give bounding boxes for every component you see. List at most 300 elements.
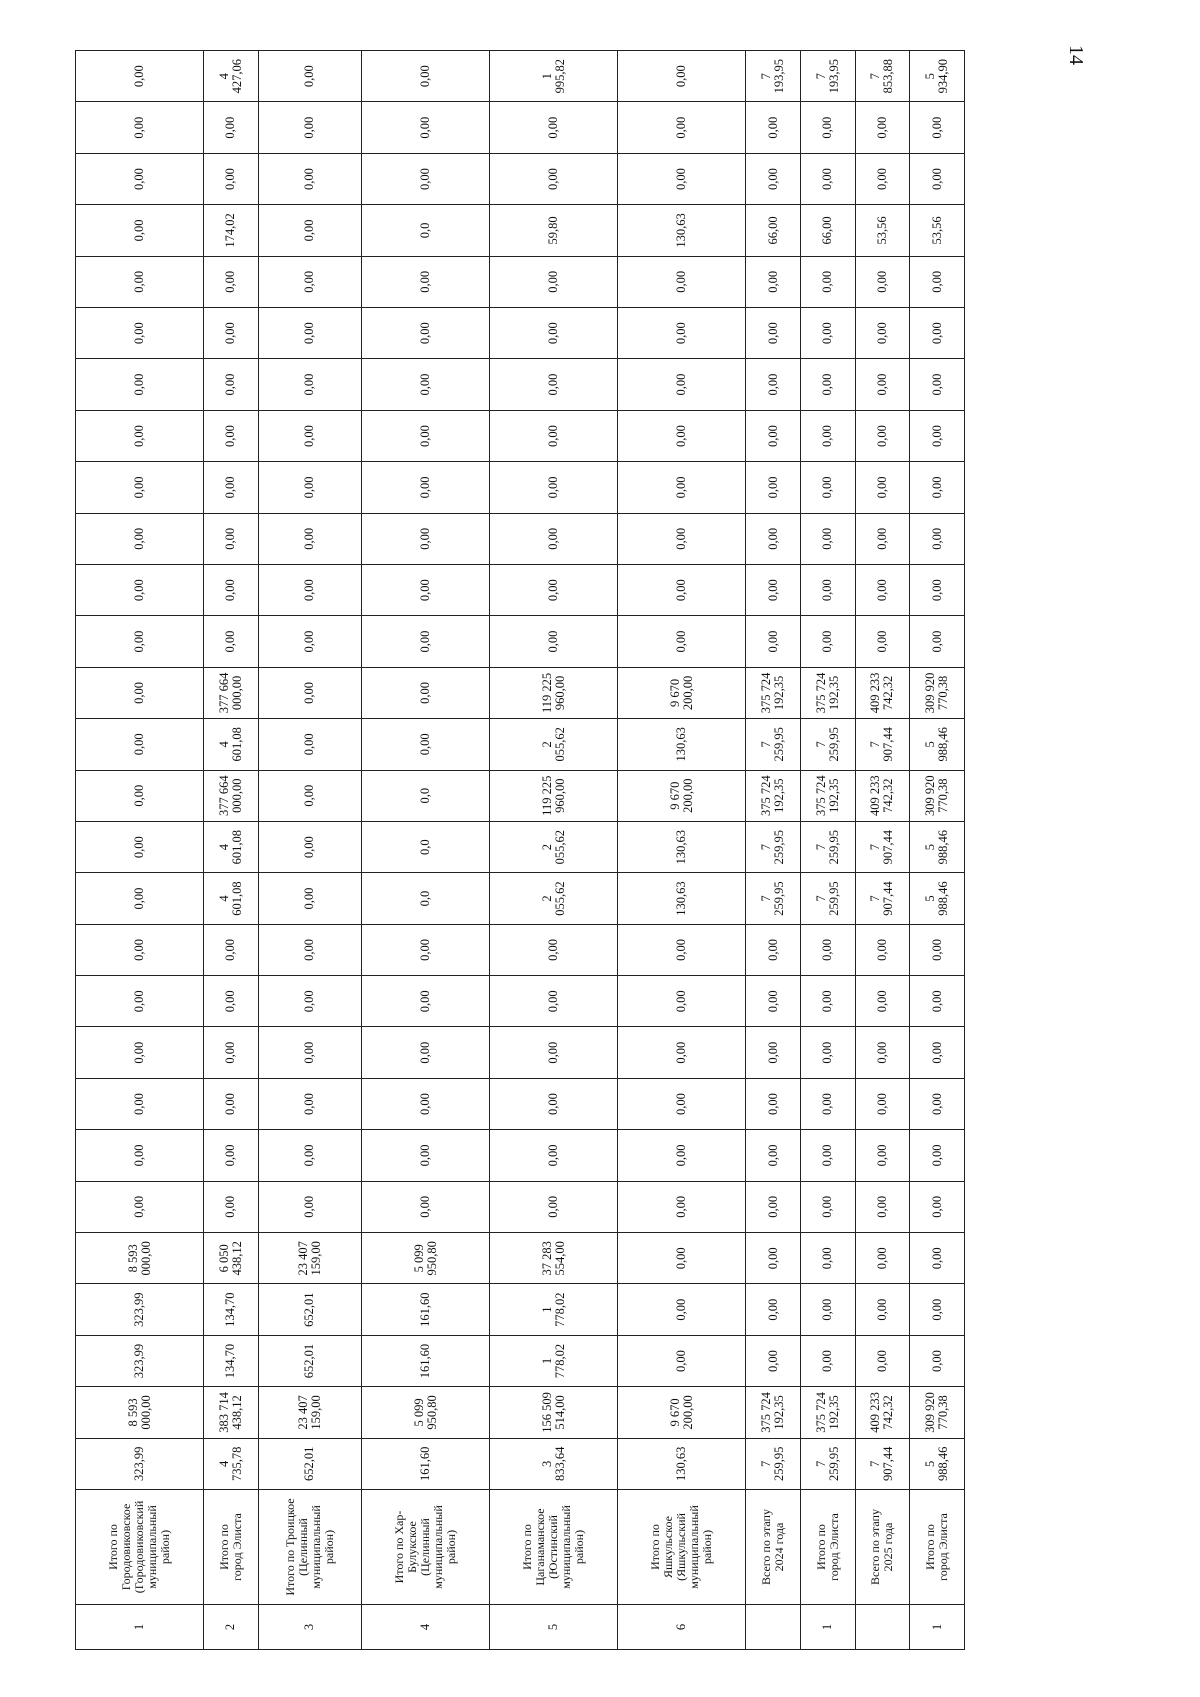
row-number-cell: 2 <box>204 1605 259 1650</box>
value-cell: 174,02 <box>204 205 259 256</box>
value-cell: 3 833,64 <box>490 1438 618 1489</box>
value-cell: 0,00 <box>490 924 618 975</box>
value-cell: 0,00 <box>76 1078 204 1129</box>
value-cell: 0,00 <box>801 1335 856 1386</box>
value-cell: 0,00 <box>490 616 618 667</box>
value-cell: 0,00 <box>204 1181 259 1232</box>
value-cell: 0,00 <box>258 873 362 924</box>
value-cell: 23 407 159,00 <box>258 1387 362 1438</box>
value-cell: 0,00 <box>76 719 204 770</box>
row-name-cell: Всего по этапу 2024 года <box>746 1490 801 1605</box>
value-cell: 130,63 <box>618 205 746 256</box>
value-cell: 4 601,08 <box>204 873 259 924</box>
value-cell: 0,00 <box>746 976 801 1027</box>
value-cell: 7 259,95 <box>801 1438 856 1489</box>
value-cell: 0,00 <box>910 256 965 307</box>
value-cell: 323,99 <box>76 1284 204 1335</box>
value-cell: 0,00 <box>76 976 204 1027</box>
value-cell: 375 724 192,35 <box>746 1387 801 1438</box>
value-cell: 7 259,95 <box>746 719 801 770</box>
table-body <box>76 51 965 1650</box>
value-cell: 134,70 <box>204 1335 259 1386</box>
value-cell: 0,00 <box>76 616 204 667</box>
row-name-cell: Итого по Цаганаманское (Юстинский муниципальный район) <box>490 1490 618 1605</box>
value-cell: 7 259,95 <box>801 821 856 872</box>
value-cell: 0,00 <box>855 410 910 461</box>
value-cell: 0,00 <box>490 153 618 204</box>
value-cell: 0,00 <box>258 667 362 718</box>
value-cell: 0,00 <box>490 513 618 564</box>
value-cell: 0,00 <box>204 153 259 204</box>
value-cell: 0,00 <box>490 564 618 615</box>
value-cell: 5 988,46 <box>910 873 965 924</box>
value-cell: 0,00 <box>618 153 746 204</box>
value-cell: 0,00 <box>801 1130 856 1181</box>
value-cell: 0,00 <box>855 308 910 359</box>
table-row <box>490 51 618 1650</box>
value-cell: 134,70 <box>204 1284 259 1335</box>
value-cell: 0,00 <box>801 924 856 975</box>
value-cell: 0,00 <box>204 924 259 975</box>
value-cell: 0,00 <box>490 256 618 307</box>
row-name-cell: Итого по Троицкое (Целинный муниципальный район) <box>258 1490 362 1605</box>
value-cell: 7 259,95 <box>746 873 801 924</box>
value-cell: 0,00 <box>204 616 259 667</box>
value-cell: 0,00 <box>910 1233 965 1284</box>
value-cell: 0,00 <box>76 770 204 821</box>
value-cell: 0,00 <box>490 462 618 513</box>
value-cell: 0,00 <box>362 719 490 770</box>
value-cell: 0,00 <box>910 976 965 1027</box>
value-cell: 6 050 438,12 <box>204 1233 259 1284</box>
value-cell: 1 995,82 <box>490 51 618 102</box>
value-cell: 7 853,88 <box>855 51 910 102</box>
table-row <box>855 51 910 1650</box>
value-cell: 0,00 <box>362 410 490 461</box>
value-cell: 0,00 <box>76 513 204 564</box>
value-cell: 0,00 <box>746 1233 801 1284</box>
value-cell: 0,00 <box>204 1130 259 1181</box>
row-number-cell: 5 <box>490 1605 618 1650</box>
value-cell: 0,00 <box>204 410 259 461</box>
value-cell: 0,0 <box>362 873 490 924</box>
value-cell: 0,00 <box>618 102 746 153</box>
value-cell: 652,01 <box>258 1335 362 1386</box>
value-cell: 7 907,44 <box>855 821 910 872</box>
value-cell: 0,00 <box>855 1335 910 1386</box>
value-cell: 7 259,95 <box>801 873 856 924</box>
value-cell: 0,00 <box>855 1130 910 1181</box>
value-cell: 37 283 554,00 <box>490 1233 618 1284</box>
value-cell: 0,00 <box>618 1027 746 1078</box>
value-cell: 0,00 <box>258 1027 362 1078</box>
value-cell: 0,00 <box>258 1130 362 1181</box>
value-cell: 4 735,78 <box>204 1438 259 1489</box>
value-cell: 0,00 <box>910 359 965 410</box>
row-name-cell: Итого по Городовиковское (Городовиковский муниципальный район) <box>76 1490 204 1605</box>
value-cell: 0,00 <box>855 359 910 410</box>
value-cell: 9 670 200,00 <box>618 770 746 821</box>
value-cell: 0,00 <box>204 513 259 564</box>
value-cell: 0,00 <box>258 821 362 872</box>
value-cell: 0,00 <box>204 976 259 1027</box>
value-cell: 5 099 950,80 <box>362 1387 490 1438</box>
value-cell: 0,00 <box>618 1181 746 1232</box>
value-cell: 0,00 <box>258 256 362 307</box>
value-cell: 375 724 192,35 <box>801 770 856 821</box>
page-number: 14 <box>1065 45 1087 65</box>
row-number-cell: 3 <box>258 1605 362 1650</box>
value-cell: 0,00 <box>258 205 362 256</box>
row-number-cell: 1 <box>801 1605 856 1650</box>
value-cell: 7 259,95 <box>746 821 801 872</box>
value-cell: 0,00 <box>76 924 204 975</box>
row-name-cell: Итого по город Элиста <box>204 1490 259 1605</box>
value-cell: 130,63 <box>618 1438 746 1489</box>
value-cell: 0,00 <box>855 1078 910 1129</box>
value-cell: 0,00 <box>801 256 856 307</box>
value-cell: 0,00 <box>910 462 965 513</box>
value-cell: 0,00 <box>490 410 618 461</box>
budget-table <box>75 50 965 1650</box>
value-cell: 0,00 <box>204 359 259 410</box>
value-cell: 409 233 742,32 <box>855 770 910 821</box>
value-cell: 0,00 <box>362 359 490 410</box>
value-cell: 323,99 <box>76 1335 204 1386</box>
value-cell: 0,00 <box>618 1130 746 1181</box>
value-cell: 7 259,95 <box>801 719 856 770</box>
value-cell: 0,00 <box>801 308 856 359</box>
value-cell: 0,00 <box>362 513 490 564</box>
value-cell: 0,0 <box>362 205 490 256</box>
value-cell: 0,00 <box>910 1130 965 1181</box>
value-cell: 0,00 <box>258 616 362 667</box>
value-cell: 59,80 <box>490 205 618 256</box>
value-cell: 0,00 <box>618 976 746 1027</box>
value-cell: 53,56 <box>910 205 965 256</box>
value-cell: 0,00 <box>76 1130 204 1181</box>
row-number-cell: 6 <box>618 1605 746 1650</box>
value-cell: 375 724 192,35 <box>801 1387 856 1438</box>
value-cell: 0,00 <box>490 1027 618 1078</box>
value-cell: 0,00 <box>618 1233 746 1284</box>
value-cell: 7 193,95 <box>801 51 856 102</box>
value-cell: 5 988,46 <box>910 821 965 872</box>
row-number-cell: 1 <box>910 1605 965 1650</box>
value-cell: 0,00 <box>76 821 204 872</box>
row-number-cell <box>855 1605 910 1650</box>
value-cell: 0,00 <box>746 564 801 615</box>
value-cell: 4 601,08 <box>204 821 259 872</box>
value-cell: 0,00 <box>490 976 618 1027</box>
value-cell: 7 907,44 <box>855 873 910 924</box>
value-cell: 0,00 <box>490 1181 618 1232</box>
value-cell: 0,00 <box>910 1027 965 1078</box>
value-cell: 2 055,62 <box>490 873 618 924</box>
value-cell: 119 225 960,00 <box>490 770 618 821</box>
value-cell: 0,00 <box>855 976 910 1027</box>
value-cell: 0,00 <box>204 1027 259 1078</box>
value-cell: 0,00 <box>746 308 801 359</box>
table-row <box>618 51 746 1650</box>
value-cell: 0,00 <box>855 1027 910 1078</box>
value-cell: 0,00 <box>490 102 618 153</box>
value-cell: 0,00 <box>801 1233 856 1284</box>
value-cell: 0,00 <box>76 1181 204 1232</box>
value-cell: 0,00 <box>618 359 746 410</box>
value-cell: 53,56 <box>855 205 910 256</box>
value-cell: 0,00 <box>746 924 801 975</box>
value-cell: 0,00 <box>618 564 746 615</box>
value-cell: 0,00 <box>362 102 490 153</box>
value-cell: 0,00 <box>618 51 746 102</box>
value-cell: 2 055,62 <box>490 719 618 770</box>
value-cell: 0,00 <box>76 205 204 256</box>
value-cell: 0,00 <box>362 564 490 615</box>
value-cell: 0,00 <box>855 462 910 513</box>
table-row <box>204 51 259 1650</box>
value-cell: 0,00 <box>746 256 801 307</box>
value-cell: 409 233 742,32 <box>855 1387 910 1438</box>
value-cell: 0,00 <box>76 873 204 924</box>
value-cell: 377 664 000,00 <box>204 770 259 821</box>
table-row <box>746 51 801 1650</box>
table-row <box>910 51 965 1650</box>
value-cell: 0,00 <box>258 51 362 102</box>
value-cell: 0,00 <box>362 976 490 1027</box>
value-cell: 5 934,90 <box>910 51 965 102</box>
value-cell: 0,00 <box>362 1078 490 1129</box>
value-cell: 0,00 <box>490 359 618 410</box>
value-cell: 0,00 <box>76 102 204 153</box>
value-cell: 161,60 <box>362 1438 490 1489</box>
value-cell: 0,00 <box>258 308 362 359</box>
value-cell: 375 724 192,35 <box>746 770 801 821</box>
value-cell: 377 664 000,00 <box>204 667 259 718</box>
row-name-cell: Итого по Яшкульское (Яшкульский муниципальный район) <box>618 1490 746 1605</box>
value-cell: 0,0 <box>362 770 490 821</box>
table-row <box>258 51 362 1650</box>
value-cell: 0,00 <box>910 616 965 667</box>
value-cell: 0,00 <box>910 1181 965 1232</box>
value-cell: 0,00 <box>362 1130 490 1181</box>
value-cell: 0,00 <box>855 102 910 153</box>
value-cell: 0,00 <box>204 308 259 359</box>
value-cell: 2 055,62 <box>490 821 618 872</box>
value-cell: 0,00 <box>258 410 362 461</box>
value-cell: 0,00 <box>855 1284 910 1335</box>
value-cell: 0,00 <box>204 462 259 513</box>
value-cell: 0,00 <box>746 616 801 667</box>
row-name-cell: Итого по Хар-Булукское (Целинный муниципальный район) <box>362 1490 490 1605</box>
value-cell: 0,0 <box>362 821 490 872</box>
value-cell: 383 714 438,12 <box>204 1387 259 1438</box>
value-cell: 0,00 <box>204 564 259 615</box>
value-cell: 375 724 192,35 <box>801 667 856 718</box>
value-cell: 0,00 <box>258 924 362 975</box>
value-cell: 0,00 <box>801 1078 856 1129</box>
value-cell: 0,00 <box>618 256 746 307</box>
value-cell: 0,00 <box>910 513 965 564</box>
value-cell: 0,00 <box>855 256 910 307</box>
value-cell: 0,00 <box>258 976 362 1027</box>
value-cell: 0,00 <box>910 1335 965 1386</box>
value-cell: 0,00 <box>618 1078 746 1129</box>
value-cell: 0,00 <box>76 308 204 359</box>
value-cell: 0,00 <box>490 308 618 359</box>
value-cell: 0,00 <box>801 1284 856 1335</box>
value-cell: 0,00 <box>801 1181 856 1232</box>
value-cell: 0,00 <box>746 359 801 410</box>
value-cell: 0,00 <box>258 1078 362 1129</box>
table-row <box>76 51 204 1650</box>
value-cell: 0,00 <box>618 1284 746 1335</box>
value-cell: 0,00 <box>855 616 910 667</box>
value-cell: 0,00 <box>746 1027 801 1078</box>
value-cell: 0,00 <box>618 616 746 667</box>
row-number-cell: 1 <box>76 1605 204 1650</box>
value-cell: 0,00 <box>204 256 259 307</box>
value-cell: 0,00 <box>746 153 801 204</box>
value-cell: 0,00 <box>801 153 856 204</box>
value-cell: 7 907,44 <box>855 1438 910 1489</box>
value-cell: 0,00 <box>76 153 204 204</box>
value-cell: 66,00 <box>801 205 856 256</box>
value-cell: 0,00 <box>855 513 910 564</box>
value-cell: 66,00 <box>746 205 801 256</box>
value-cell: 0,00 <box>76 359 204 410</box>
value-cell: 156 509 514,00 <box>490 1387 618 1438</box>
value-cell: 0,00 <box>362 1027 490 1078</box>
value-cell: 130,63 <box>618 873 746 924</box>
value-cell: 0,00 <box>258 770 362 821</box>
value-cell: 4 427,06 <box>204 51 259 102</box>
value-cell: 409 233 742,32 <box>855 667 910 718</box>
row-number-cell <box>746 1605 801 1650</box>
value-cell: 0,00 <box>801 410 856 461</box>
value-cell: 130,63 <box>618 719 746 770</box>
value-cell: 0,00 <box>618 1335 746 1386</box>
value-cell: 0,00 <box>910 564 965 615</box>
value-cell: 309 920 770,38 <box>910 770 965 821</box>
value-cell: 309 920 770,38 <box>910 1387 965 1438</box>
value-cell: 0,00 <box>76 51 204 102</box>
value-cell: 0,00 <box>855 153 910 204</box>
value-cell: 0,00 <box>258 1181 362 1232</box>
value-cell: 0,00 <box>76 564 204 615</box>
value-cell: 0,00 <box>855 924 910 975</box>
value-cell: 0,00 <box>258 102 362 153</box>
value-cell: 0,00 <box>618 924 746 975</box>
value-cell: 0,00 <box>362 256 490 307</box>
value-cell: 0,00 <box>746 102 801 153</box>
value-cell: 0,00 <box>910 410 965 461</box>
value-cell: 652,01 <box>258 1438 362 1489</box>
value-cell: 1 778,02 <box>490 1284 618 1335</box>
value-cell: 0,00 <box>801 564 856 615</box>
value-cell: 0,00 <box>76 462 204 513</box>
value-cell: 0,00 <box>490 1130 618 1181</box>
row-name-cell: Итого по город Элиста <box>801 1490 856 1605</box>
value-cell: 0,00 <box>362 616 490 667</box>
value-cell: 0,00 <box>618 513 746 564</box>
value-cell: 0,00 <box>362 1181 490 1232</box>
value-cell: 0,00 <box>910 308 965 359</box>
row-name-cell: Всего по этапу 2025 года <box>855 1490 910 1605</box>
value-cell: 1 778,02 <box>490 1335 618 1386</box>
value-cell: 0,00 <box>746 1181 801 1232</box>
value-cell: 23 407 159,00 <box>258 1233 362 1284</box>
value-cell: 0,00 <box>76 667 204 718</box>
value-cell: 0,00 <box>76 410 204 461</box>
value-cell: 0,00 <box>618 308 746 359</box>
value-cell: 0,00 <box>258 462 362 513</box>
value-cell: 119 225 960,00 <box>490 667 618 718</box>
value-cell: 0,00 <box>746 1078 801 1129</box>
value-cell: 0,00 <box>362 308 490 359</box>
value-cell: 0,00 <box>362 51 490 102</box>
value-cell: 0,00 <box>618 410 746 461</box>
value-cell: 0,00 <box>746 1335 801 1386</box>
value-cell: 0,00 <box>618 462 746 513</box>
value-cell: 0,00 <box>801 513 856 564</box>
value-cell: 4 601,08 <box>204 719 259 770</box>
value-cell: 0,00 <box>855 1233 910 1284</box>
value-cell: 7 193,95 <box>746 51 801 102</box>
value-cell: 0,00 <box>258 513 362 564</box>
value-cell: 0,00 <box>746 1130 801 1181</box>
value-cell: 0,00 <box>362 924 490 975</box>
value-cell: 0,00 <box>362 462 490 513</box>
value-cell: 0,00 <box>801 616 856 667</box>
value-cell: 0,00 <box>746 513 801 564</box>
value-cell: 8 593 000,00 <box>76 1233 204 1284</box>
value-cell: 9 670 200,00 <box>618 667 746 718</box>
value-cell: 7 907,44 <box>855 719 910 770</box>
value-cell: 0,00 <box>855 1181 910 1232</box>
value-cell: 0,00 <box>204 1078 259 1129</box>
value-cell: 0,00 <box>258 564 362 615</box>
value-cell: 0,00 <box>76 256 204 307</box>
value-cell: 0,00 <box>855 564 910 615</box>
value-cell: 5 099 950,80 <box>362 1233 490 1284</box>
value-cell: 0,00 <box>746 1284 801 1335</box>
value-cell: 0,00 <box>910 924 965 975</box>
value-cell: 5 988,46 <box>910 1438 965 1489</box>
value-cell: 375 724 192,35 <box>746 667 801 718</box>
value-cell: 161,60 <box>362 1335 490 1386</box>
value-cell: 0,00 <box>258 153 362 204</box>
value-cell: 0,00 <box>910 1284 965 1335</box>
value-cell: 7 259,95 <box>746 1438 801 1489</box>
value-cell: 0,00 <box>76 1027 204 1078</box>
value-cell: 0,00 <box>362 667 490 718</box>
value-cell: 0,00 <box>801 462 856 513</box>
value-cell: 0,00 <box>910 153 965 204</box>
value-cell: 130,63 <box>618 821 746 872</box>
rotated-table-container <box>75 50 965 1650</box>
value-cell: 0,00 <box>801 976 856 1027</box>
value-cell: 5 988,46 <box>910 719 965 770</box>
value-cell: 323,99 <box>76 1438 204 1489</box>
row-name-cell: Итого по город Элиста <box>910 1490 965 1605</box>
table-row <box>801 51 856 1650</box>
value-cell: 0,00 <box>258 719 362 770</box>
table-row <box>362 51 490 1650</box>
value-cell: 0,00 <box>801 1027 856 1078</box>
value-cell: 161,60 <box>362 1284 490 1335</box>
value-cell: 0,00 <box>910 102 965 153</box>
